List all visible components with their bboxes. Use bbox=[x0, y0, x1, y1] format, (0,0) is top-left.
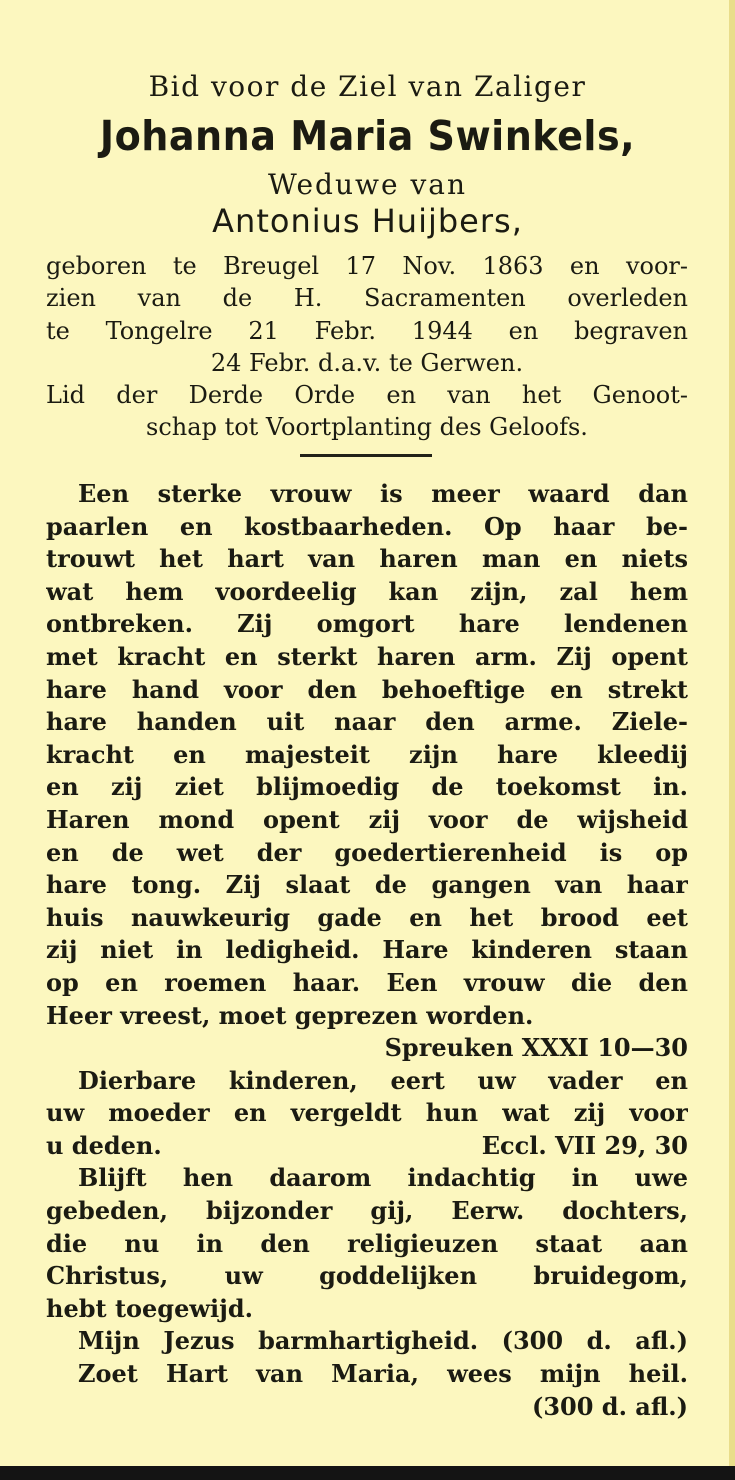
exhortation-line: Dierbare kinderen, eert uw vader en bbox=[78, 1065, 688, 1095]
citation-proverbs: Spreuken XXXI 10—30 bbox=[384, 1033, 688, 1063]
bio-line: zien van de H. Sacramenten overleden bbox=[46, 284, 688, 313]
biography bbox=[46, 250, 688, 444]
verse-line: Haren mond opent zij voor de wijsheid bbox=[46, 804, 688, 834]
verse-line: trouwt het hart van haren man en niets bbox=[46, 544, 688, 574]
remember-line: hebt toegewijd. bbox=[46, 1293, 253, 1323]
widow-of-label: Weduwe van bbox=[267, 168, 467, 201]
verse-line: huis nauwkeurig gade en het brood eet bbox=[46, 902, 688, 932]
remember-line: die nu in den religieuzen staat aan bbox=[46, 1228, 688, 1258]
scan-bottom-edge bbox=[0, 1466, 735, 1480]
verse-line: en de wet der goedertierenheid is op bbox=[46, 837, 688, 867]
verse-line: paarlen en kostbaarheden. Op haar be- bbox=[46, 511, 688, 541]
verse-line: kracht en majesteit zijn hare kleedij bbox=[46, 739, 688, 769]
verse-line: wat hem voordeelig kan zijn, zal hem bbox=[46, 576, 688, 606]
verse-line: hare hand voor den behoeftige en strekt bbox=[46, 674, 688, 704]
bio-line: 24 Febr. d.a.v. te Gerwen. bbox=[210, 348, 524, 377]
verse-line: op en roemen haar. Een vrouw die den bbox=[46, 967, 688, 997]
exhortation-last: u deden. bbox=[46, 1130, 162, 1160]
bio-line: schap tot Voortplanting des Geloofs. bbox=[146, 413, 588, 442]
verse-line: zij niet in ledigheid. Hare kinderen staan bbox=[46, 935, 688, 965]
remember-line: Christus, uw goddelijken bruidegom, bbox=[46, 1261, 688, 1291]
verse-line: hare handen uit naar den arme. Ziele- bbox=[46, 707, 688, 737]
bio-line: te Tongelre 21 Febr. 1944 en begraven bbox=[46, 316, 688, 345]
ejaculation-line: Mijn Jezus barmhartigheid. (300 d. afl.) bbox=[78, 1326, 688, 1356]
remember-line: gebeden, bijzonder gij, Eerw. dochters, bbox=[46, 1196, 688, 1226]
scripture-text bbox=[46, 478, 688, 1423]
verse-line: Heer vreest, moet geprezen worden. bbox=[46, 1000, 534, 1030]
husband-name: Antonius Huijbers, bbox=[212, 202, 523, 240]
remember-line: Blijft hen daarom indachtig in uwe bbox=[78, 1163, 688, 1193]
verse-line: hare tong. Zij slaat de gangen van haar bbox=[46, 870, 688, 900]
verse-line: Een sterke vrouw is meer waard dan bbox=[78, 479, 688, 508]
exhortation-citation-line bbox=[46, 1130, 688, 1163]
verse-line: en zij ziet blijmoedig de toekomst in. bbox=[46, 772, 688, 802]
ejaculation-line: Zoet Hart van Maria, wees mijn heil. bbox=[78, 1359, 688, 1389]
indulgence-note: (300 d. afl.) bbox=[531, 1391, 688, 1421]
bio-line: geboren te Breugel 17 Nov. 1863 en voor- bbox=[46, 252, 688, 280]
verse-line: met kracht en sterkt haren arm. Zij opent bbox=[46, 641, 688, 671]
divider-rule bbox=[300, 454, 432, 457]
bio-line: Lid der Derde Orde en van het Genoot- bbox=[46, 381, 688, 410]
citation-ecclesiasticus: Eccl. VII 29, 30 bbox=[481, 1130, 688, 1160]
exhortation-line: uw moeder en vergeldt hun wat zij voor bbox=[46, 1098, 688, 1128]
deceased-name: Johanna Maria Swinkels, bbox=[99, 112, 636, 160]
prayer-heading: Bid voor de Ziel van Zaliger bbox=[148, 70, 587, 103]
verse-line: ontbreken. Zij omgort hare lendenen bbox=[46, 609, 688, 639]
